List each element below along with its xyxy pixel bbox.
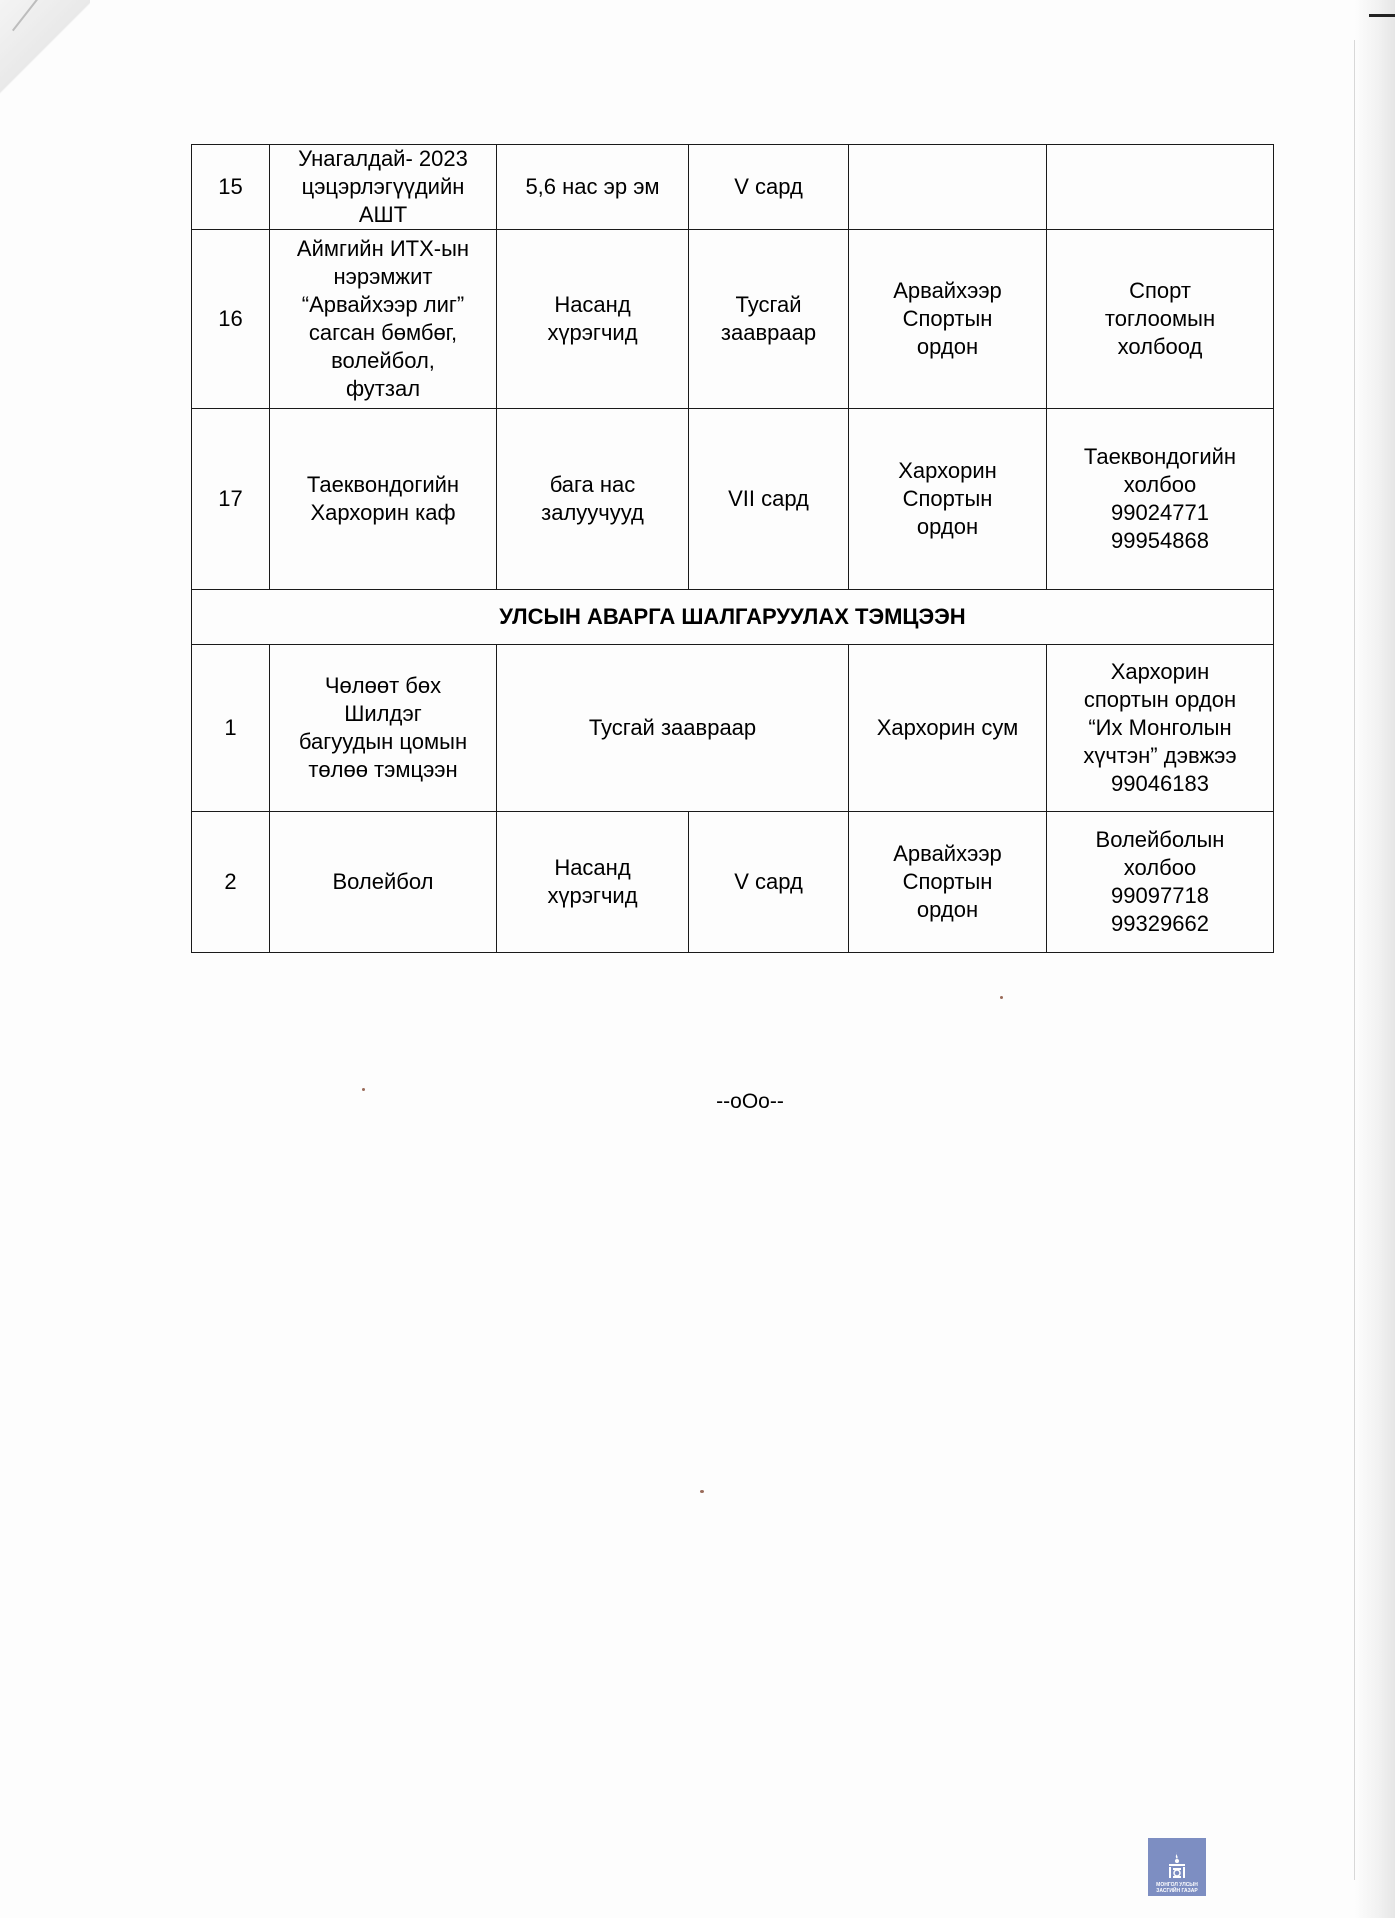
table-row [192,145,1274,230]
event-month: V сард [689,145,849,230]
section-title: УЛСЫН АВАРГА ШАЛГАРУУЛАХ ТЭМЦЭЭН [192,590,1274,645]
table-row [192,230,1274,409]
event-venue [849,145,1047,230]
event-organizer [1047,145,1274,230]
table-row [192,645,1274,812]
end-of-document-mark: --oOo-- [716,1090,784,1113]
scan-speck [700,1490,704,1493]
government-seal [1148,1838,1206,1896]
event-month: V сард [689,812,849,953]
event-venue: Арвайхээр Спортын ордон [849,812,1047,953]
event-venue: Хархорин Спортын ордон [849,409,1047,590]
row-number: 2 [192,812,270,953]
scan-right-edge [1355,0,1395,1918]
participants: Насанд хүрэгчид [497,812,689,953]
event-name: Унагалдай- 2023 цэцэрлэгүүдийн АШТ [270,145,497,230]
event-month: Тусгай заавраар [689,230,849,409]
event-name: Волейбол [270,812,497,953]
events-schedule-table [191,144,1274,953]
participants: бага нас залуучууд [497,409,689,590]
event-venue: Арвайхээр Спортын ордон [849,230,1047,409]
event-venue: Хархорин сум [849,645,1047,812]
row-number: 16 [192,230,270,409]
table-row [192,409,1274,590]
event-month: VII сард [689,409,849,590]
scan-speck [1000,996,1003,999]
row-number: 1 [192,645,270,812]
event-organizer: Спорт тоглоомын холбоод [1047,230,1274,409]
event-organizer: Волейболын холбоо 99097718 99329662 [1047,812,1274,953]
event-organizer: Таеквондогийн холбоо 99024771 99954868 [1047,409,1274,590]
folded-corner [0,0,90,140]
participants: Насанд хүрэгчид [497,230,689,409]
event-name: Аймгийн ИТХ-ын нэрэмжит “Арвайхээр лиг” сагсан бөмбөг, волейбол, футзал [270,230,497,409]
event-name: Таеквондогийн Хархорин каф [270,409,497,590]
soyombo-emblem-icon [1166,1851,1188,1879]
scan-edge-mark [1369,14,1395,17]
seal-caption: МОНГОЛ УЛСЫН ЗАСГИЙН ГАЗАР [1156,1882,1198,1894]
scan-speck [362,1088,365,1091]
event-name: Чөлөөт бөх Шилдэг багуудын цомын төлөө тэмцээн [270,645,497,812]
event-organizer: Хархорин спортын ордон “Их Монголын хүчтэн” дэвжээ 99046183 [1047,645,1274,812]
participants: 5,6 нас эр эм [497,145,689,230]
section-header-row [192,590,1274,645]
table-row [192,812,1274,953]
participants-month-merged: Тусгай заавраар [497,645,849,812]
row-number: 17 [192,409,270,590]
row-number: 15 [192,145,270,230]
